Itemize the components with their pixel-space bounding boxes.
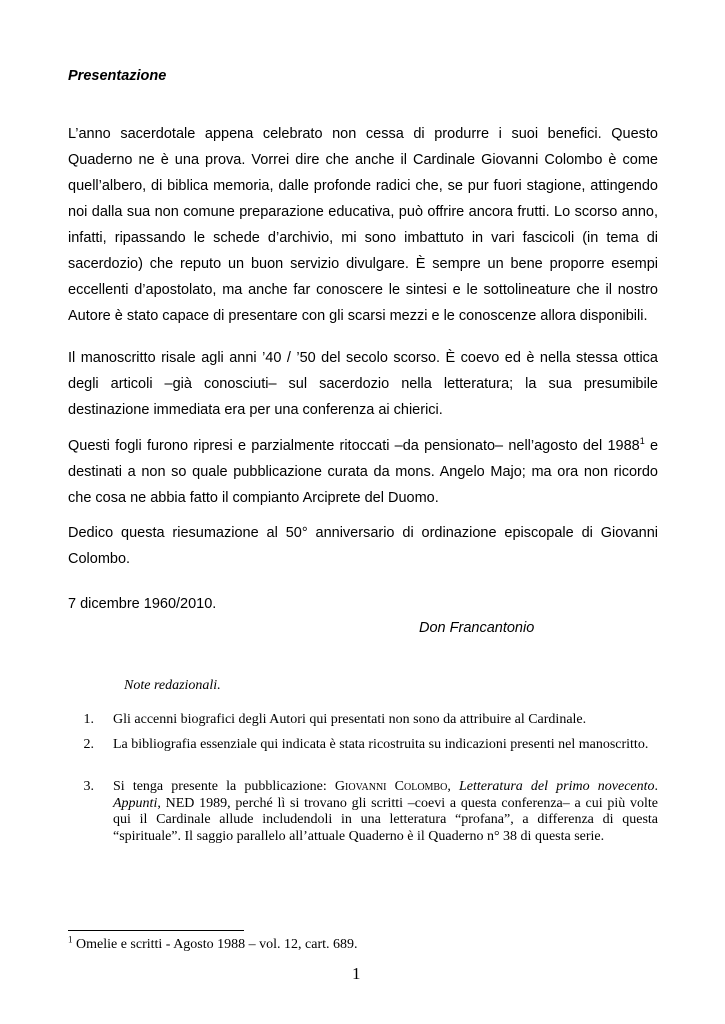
date-line: 7 dicembre 1960/2010.	[68, 596, 217, 612]
note-dot: .	[654, 779, 659, 794]
footnote-separator	[68, 930, 244, 931]
note-number: 3.	[83, 779, 94, 794]
paragraph-intro: L’anno sacerdotale appena celebrato non cessa di produrre i suoi benefici. Questo Quaderno ne è una prova. Vorrei dire che anche il Cardinale Giovanni Colombo è come quell’albero, di biblica memoria, dalle profonde radici che, se pur fuori stagione, attingendo noi dalla sua non comune preparazione educativa, può offrire ancora frutti. Lo scorso anno, infatti, ripassando le schede d’archivio, mi sono imbattuto in vari fascicoli (in tema di sacerdozio) che reputo un buon servizio divulgare. È sempre un bene proporre esempi eccellenti d’apostolato, ma anche far conoscere le sintesi e le sottolineature che il nostro Autore è stato capace di presentare con gli scarsi mezzi e le conoscenze allora disponibili.	[68, 126, 658, 324]
note-number: 2.	[83, 737, 94, 752]
note-separator: ,	[447, 779, 459, 794]
footnote-mark: 1	[68, 934, 73, 945]
note-number: 1.	[83, 712, 94, 727]
note-author: Giovanni Colombo	[334, 779, 448, 794]
note-book-title: Letteratura del primo novecento	[458, 779, 655, 794]
note-text: Gli accenni biografici degli Autori qui presentati non sono da attribuire al Cardinale.	[113, 712, 587, 727]
paragraph-revision	[68, 433, 658, 511]
paragraph-manuscript: Il manoscritto risale agli anni ’40 / ’50 del secolo scorso. È coevo ed è nella stessa ottica degli articoli –già conosciuti– sul sacerdozio nella letteratura; la sua presumibile destinazione immediata era per una conferenza ai chierici.	[68, 350, 658, 418]
paragraph-revision-text-b: e destinati a non so quale pubblicazione curata da mons. Angelo Majo; ma ora non ricordo che cosa ne abbia fatto il compianto Arciprete del Duomo.	[68, 438, 659, 506]
note-text: La bibliografia essenziale qui indicata è stata ricostruita su indicazioni presenti nel manoscritto.	[113, 737, 649, 752]
note-text-intro: Si tenga presente la pubblicazione:	[113, 779, 335, 794]
paragraph-dedication: Dedico questa riesumazione al 50° anniversario di ordinazione episcopale di Giovanni Colombo.	[68, 525, 658, 567]
footnote	[68, 934, 358, 953]
note-text-rest: , NED 1989, perché lì si trovano gli scritti –coevi a questa conferenza– a cui più volte qui il Cardinale allude includendoli in una letteratura “profana”, a differenza di questa “spirituale”. Il saggio parallelo all’attuale Quaderno è il Quaderno n° 38 di questa serie.	[113, 795, 658, 844]
footnote-reference[interactable]: 1	[639, 436, 645, 447]
page-number: 1	[352, 964, 361, 983]
paragraph-revision-text-a: Questi fogli furono ripresi e parzialmente ritoccati –da pensionato– nell’agosto del 1988	[68, 438, 640, 454]
notes-heading: Note redazionali.	[124, 678, 221, 693]
note-subtitle: Appunti	[113, 795, 158, 811]
signature: Don Francantonio	[419, 620, 535, 636]
page-title: Presentazione	[68, 68, 167, 84]
note-text	[113, 779, 658, 845]
footnote-text: Omelie e scritti - Agosto 1988 – vol. 12, cart. 689.	[72, 937, 358, 952]
